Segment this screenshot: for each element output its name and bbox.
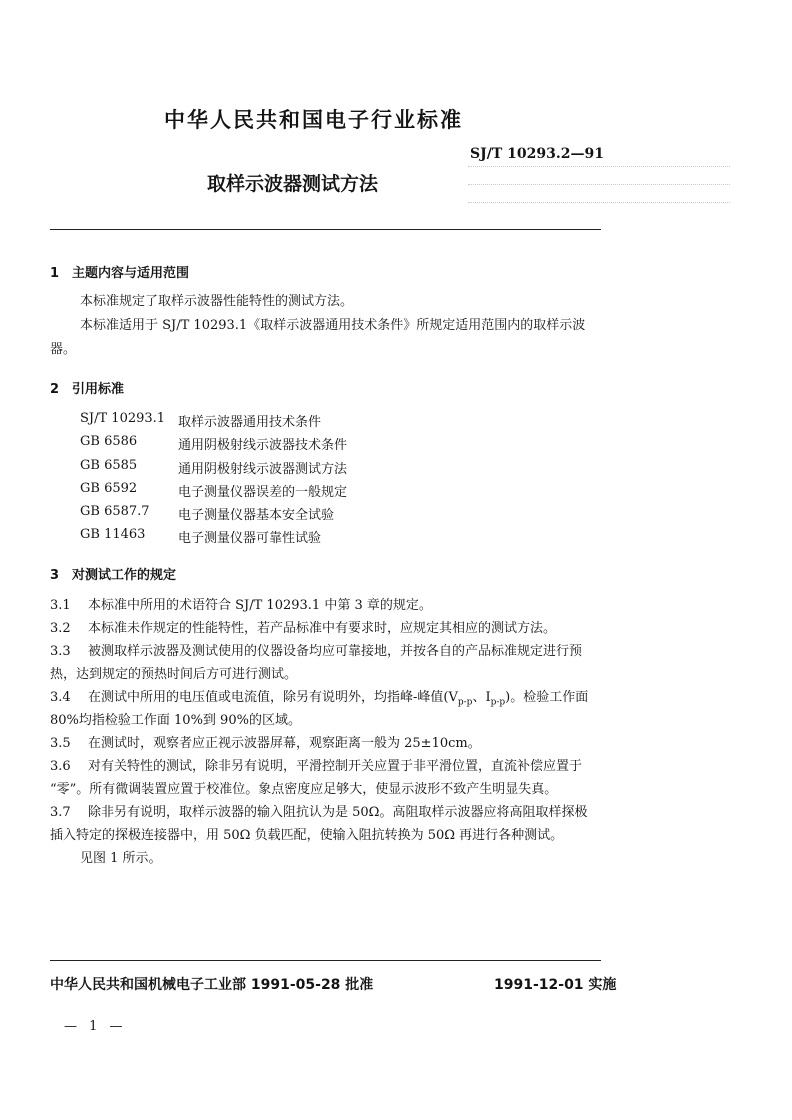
reference-title: 电子测量仪器误差的一般规定 xyxy=(178,485,348,500)
section-number: 3 xyxy=(50,568,60,583)
clause-text: 在测试时，观察者应正视示波器屏幕，观察距离一般为 25±10cm。 xyxy=(88,736,481,751)
paragraph-continuation: 器。 xyxy=(50,342,77,357)
section-1-heading xyxy=(50,262,189,281)
section-title: 主题内容与适用范围 xyxy=(72,266,190,281)
dotted-line xyxy=(468,184,730,185)
clause-number: 3.2 xyxy=(50,621,71,636)
reference-code: SJ/T 10293.1 xyxy=(80,411,166,426)
issuing-body-title: 中华人民共和国电子行业标准 xyxy=(164,108,463,132)
section-3-heading xyxy=(50,564,176,583)
clause-text-continuation: 见图 1 所示。 xyxy=(80,851,162,866)
reference-code: GB 6586 xyxy=(80,434,138,449)
reference-title: 电子测量仪器可靠性试验 xyxy=(178,531,322,546)
section-number: 1 xyxy=(50,266,60,281)
header-divider xyxy=(50,229,601,230)
dotted-line xyxy=(468,166,730,167)
clause-text: 本标准未作规定的性能特性，若产品标准中有要求时，应规定其相应的测试方法。 xyxy=(88,621,557,636)
clause-number: 3.5 xyxy=(50,736,71,751)
clause-text: 本标准中所用的术语符合 SJ/T 10293.1 中第 3 章的规定。 xyxy=(88,598,432,613)
clause-text: 对有关特性的测试，除非另有说明，平滑控制开关应置于非平滑位置，直流补偿应置于 xyxy=(88,759,583,774)
reference-code: GB 6585 xyxy=(80,458,138,473)
paragraph: 本标准适用于 SJ/T 10293.1《取样示波器通用技术条件》所规定适用范围内的取样示波 xyxy=(80,318,586,333)
reference-code: GB 11463 xyxy=(80,527,146,542)
reference-code: GB 6587.7 xyxy=(80,504,150,519)
footer-divider xyxy=(50,960,601,961)
clause-text xyxy=(88,690,588,711)
clause-text-end: )。检验工作面 xyxy=(505,690,589,705)
implementation-date: 1991-12-01 实施 xyxy=(494,977,617,993)
clause-number: 3.7 xyxy=(50,805,71,820)
clause-text-continuation: 80%均指检验工作面 10%到 90%的区域。 xyxy=(50,713,301,728)
reference-title: 通用阴极射线示波器技术条件 xyxy=(178,438,348,453)
standard-code: SJ/T 10293.2—91 xyxy=(470,146,604,162)
dotted-line xyxy=(468,202,730,203)
reference-title: 取样示波器通用技术条件 xyxy=(178,415,322,430)
clause-text-continuation: 插入特定的探极连接器中，用 50Ω 负载匹配，使输入阻抗转换为 50Ω 再进行各种测试。 xyxy=(50,828,564,843)
clause-text-main: 在测试中所用的电压值或电流值，除另有说明外，均指峰-峰值(V xyxy=(88,690,458,705)
clause-number: 3.4 xyxy=(50,690,71,705)
reference-code: GB 6592 xyxy=(80,481,138,496)
reference-title: 电子测量仪器基本安全试验 xyxy=(178,508,335,523)
clause-number: 3.6 xyxy=(50,759,71,774)
clause-text-sep: 、I xyxy=(472,690,491,705)
document-title: 取样示波器测试方法 xyxy=(207,173,379,195)
subscript: p-p xyxy=(490,697,506,708)
clause-text-continuation: 热，达到规定的预热时间后方可进行测试。 xyxy=(50,667,298,682)
reference-title: 通用阴极射线示波器测试方法 xyxy=(178,462,348,477)
clause-text-continuation: “零”。所有微调装置应置于校准位。象点密度应足够大，使显示波形不致产生明显失真。 xyxy=(50,782,558,797)
page-number: — 1 — xyxy=(64,1019,127,1034)
clause-number: 3.3 xyxy=(50,644,71,659)
clause-text: 被测取样示波器及测试使用的仪器设备均应可靠接地，并按各自的产品标准规定进行预 xyxy=(88,644,583,659)
section-title: 引用标准 xyxy=(72,382,125,397)
paragraph: 本标准规定了取样示波器性能特性的测试方法。 xyxy=(80,294,354,309)
clause-text: 除非另有说明，取样示波器的输入阻抗认为是 50Ω。高阻取样示波器应将高阻取样探极 xyxy=(88,805,588,820)
approval-line: 中华人民共和国机械电子工业部 1991-05-28 批准 xyxy=(50,977,374,993)
section-2-heading xyxy=(50,378,124,397)
subscript: p-p xyxy=(457,697,473,708)
section-number: 2 xyxy=(50,382,60,397)
section-title: 对测试工作的规定 xyxy=(72,568,177,583)
clause-number: 3.1 xyxy=(50,598,71,613)
